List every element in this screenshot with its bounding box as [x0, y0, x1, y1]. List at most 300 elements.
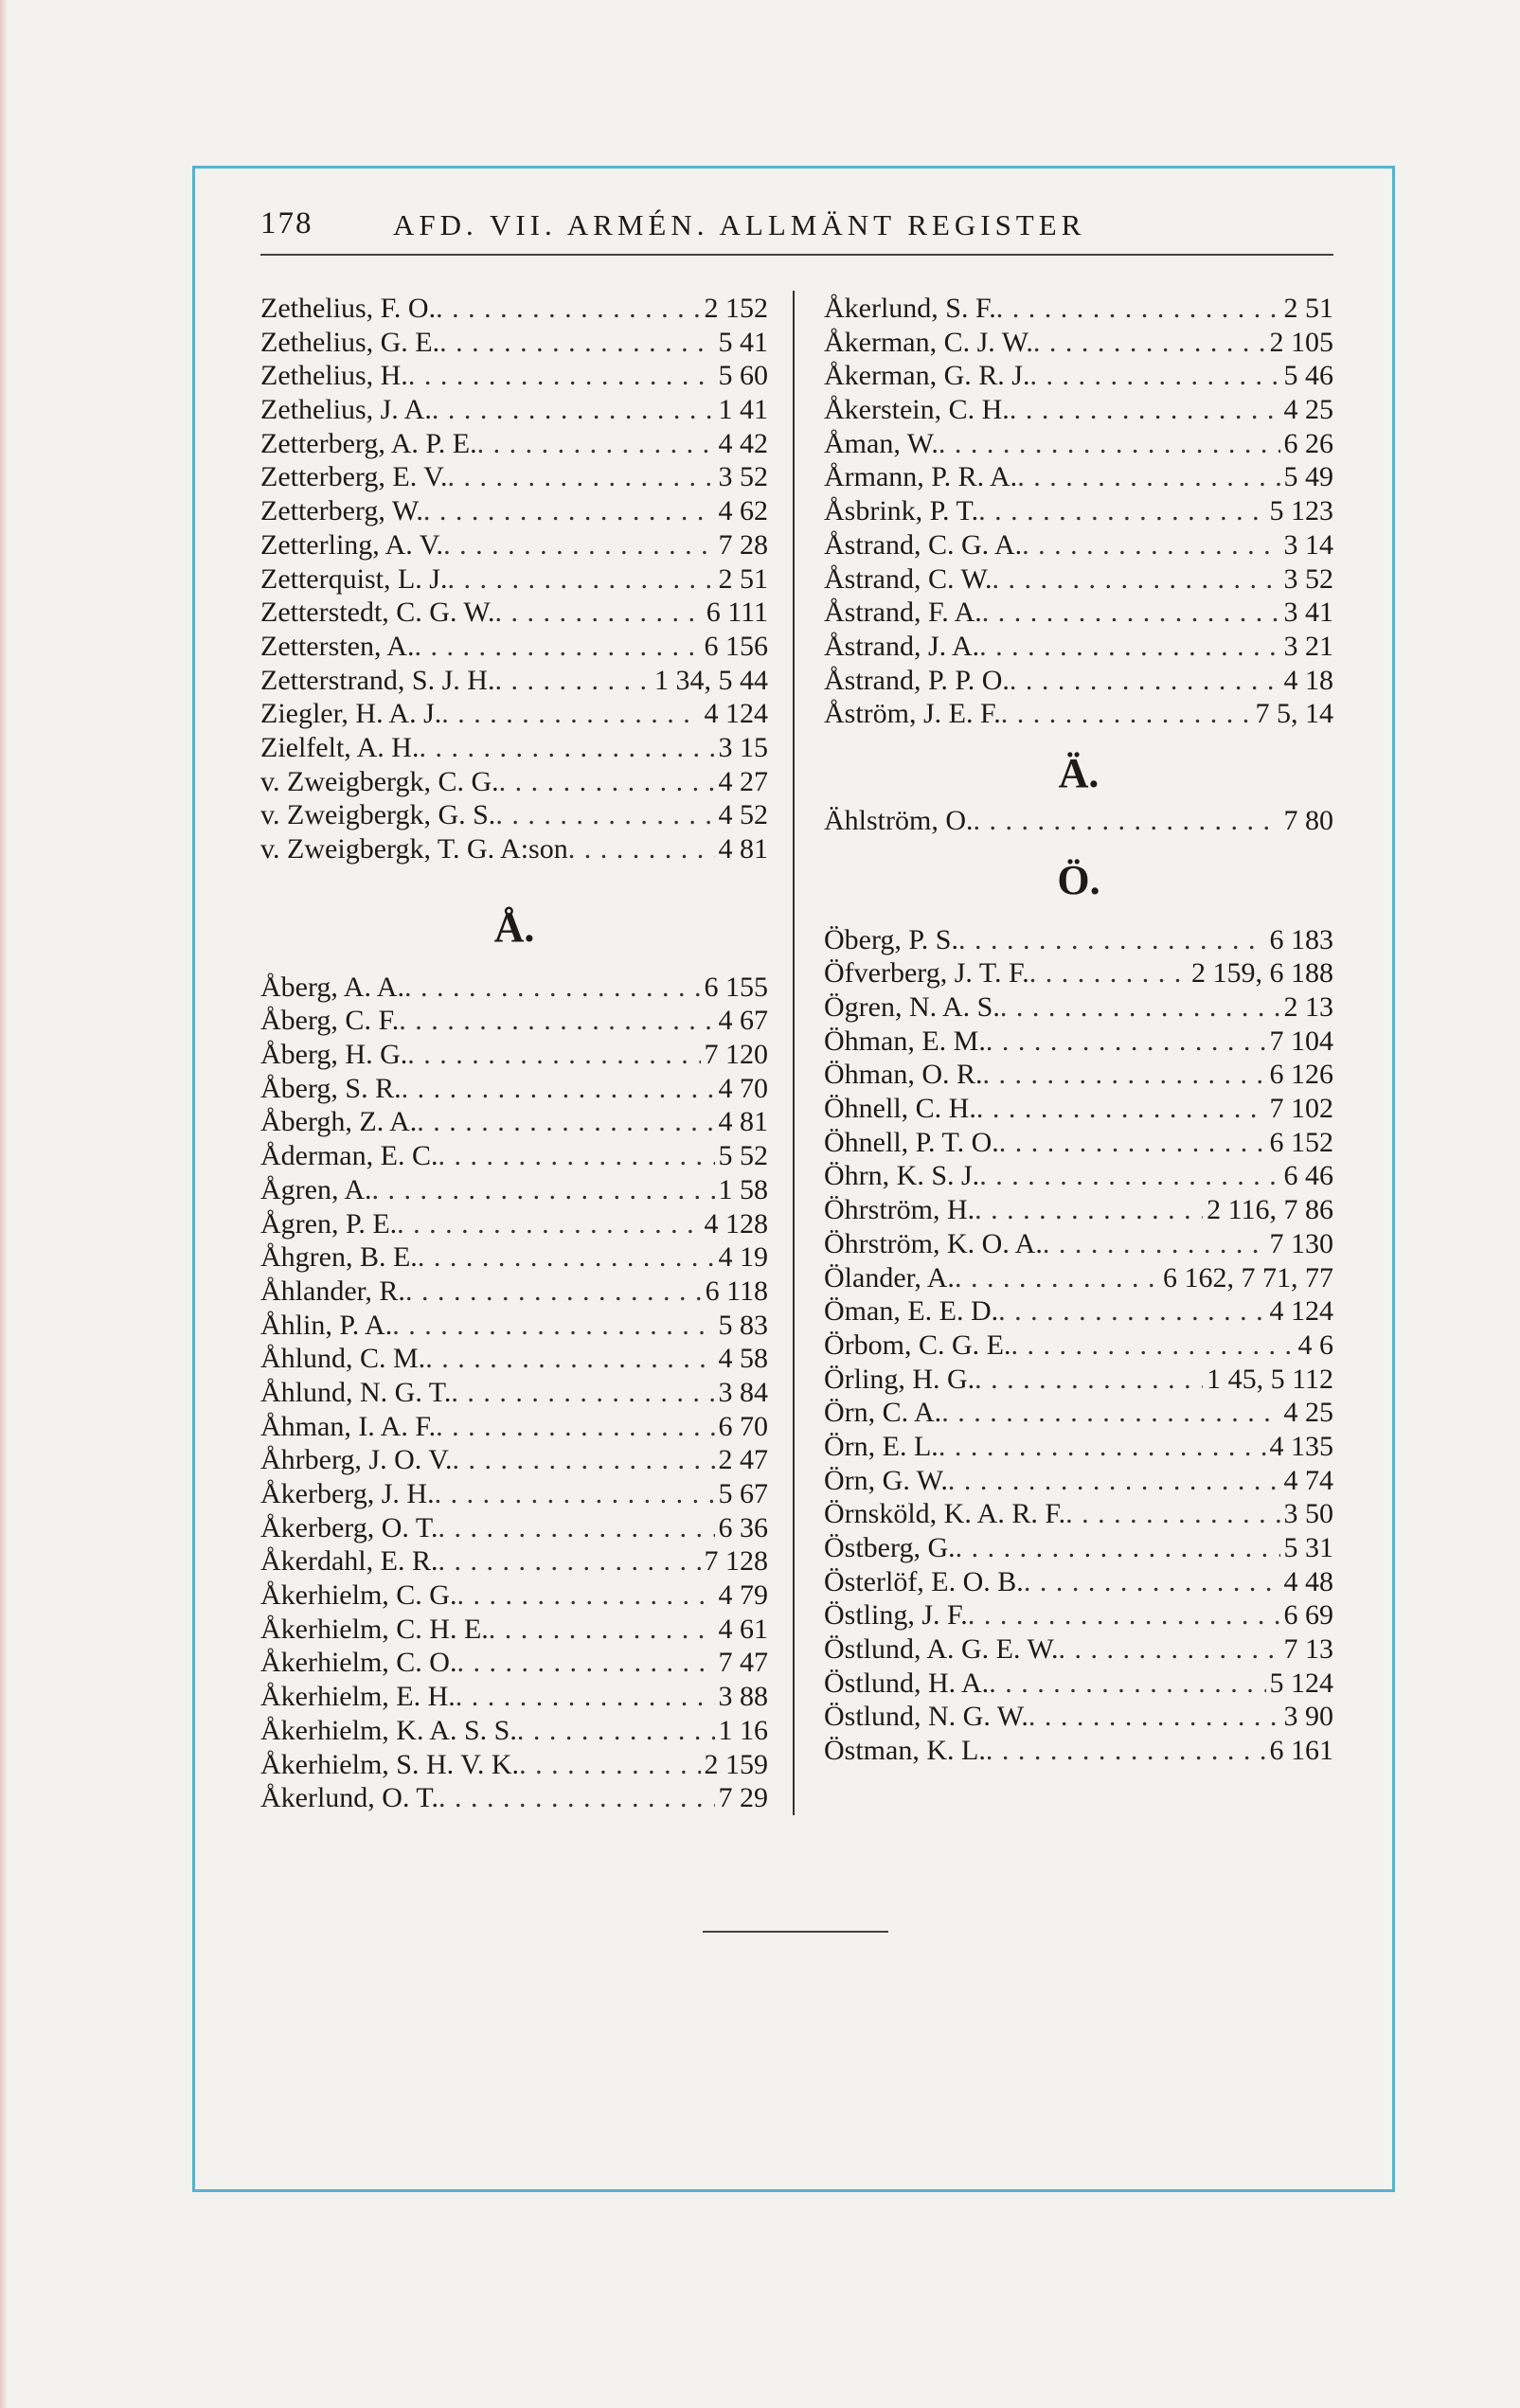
index-entry	[260, 1477, 768, 1511]
dot-leader	[447, 562, 714, 597]
index-entry	[260, 1105, 768, 1139]
index-entry	[260, 630, 768, 664]
entry-reference: 3 21	[1283, 630, 1333, 662]
dot-leader	[453, 1443, 715, 1477]
entry-reference: 7 47	[718, 1647, 768, 1679]
entry-name: Åhman, I. A. F.	[260, 1410, 437, 1442]
entry-reference: 6 70	[718, 1410, 768, 1442]
entry-name: Åderman, E. C.	[260, 1140, 438, 1172]
entry-name: Örn, G. W.	[824, 1464, 948, 1496]
entry-reference: 5 83	[718, 1309, 768, 1341]
dot-leader	[1059, 1632, 1280, 1667]
index-entry	[824, 1598, 1333, 1632]
dot-leader	[982, 596, 1280, 630]
dot-leader	[998, 1294, 1265, 1329]
index-entry	[824, 1126, 1333, 1160]
index-entry	[260, 1511, 768, 1545]
entry-name: Ögren, N. A. S.	[824, 991, 1000, 1023]
index-entry	[260, 1376, 768, 1410]
index-entry	[824, 1632, 1333, 1667]
index-entry	[260, 1207, 768, 1241]
page-title: AFD. VII. ARMÉN. ALLMÄNT REGISTER	[393, 208, 1086, 241]
dot-leader	[1029, 359, 1279, 393]
index-entry	[260, 1139, 768, 1173]
entry-reference: 3 41	[1283, 597, 1333, 629]
entry-name: Åberg, A. A.	[260, 971, 404, 1003]
entry-name: Åkerdahl, E. R.	[260, 1545, 438, 1578]
entry-reference: 4 6	[1297, 1329, 1333, 1361]
index-entry	[824, 292, 1333, 326]
entry-reference: 1 58	[718, 1173, 768, 1205]
dot-leader	[948, 1464, 1280, 1498]
entry-reference: 3 52	[1283, 562, 1333, 595]
entry-name: Östling, J. F.	[824, 1599, 968, 1632]
index-entry	[824, 956, 1333, 990]
entry-reference: 7 102	[1269, 1093, 1333, 1125]
dot-leader	[1010, 393, 1280, 427]
dot-leader	[402, 1072, 715, 1106]
entry-reference: 4 74	[1283, 1464, 1333, 1496]
dot-leader	[1011, 1329, 1295, 1363]
dot-leader	[1000, 990, 1280, 1025]
dot-leader	[418, 1240, 715, 1275]
index-entry	[824, 1734, 1333, 1768]
dot-leader	[438, 1544, 700, 1579]
entry-reference: 4 27	[718, 765, 768, 797]
dot-leader	[992, 562, 1280, 597]
index-entry	[260, 1443, 768, 1477]
entry-reference: 6 118	[705, 1275, 768, 1307]
entry-reference: 7 5, 14	[1255, 698, 1333, 730]
dot-leader	[1010, 664, 1280, 698]
index-entry	[260, 1342, 768, 1376]
entry-reference: 7 130	[1269, 1227, 1333, 1259]
entry-reference: 1 16	[718, 1714, 768, 1746]
entry-name: Åkerstein, C. H.	[824, 394, 1010, 426]
entry-name: Åstrand, C. W.	[824, 562, 992, 595]
index-entry	[260, 292, 768, 326]
entry-name: Åhlin, P. A.	[260, 1309, 393, 1341]
entry-reference: 4 67	[718, 1005, 768, 1037]
index-entry	[824, 1464, 1333, 1498]
index-entry	[260, 1748, 768, 1782]
entry-reference: 7 28	[718, 528, 768, 561]
entry-name: Åstrand, P. P. O.	[824, 664, 1010, 696]
entry-reference: 4 48	[1283, 1565, 1333, 1597]
index-entry	[824, 1497, 1333, 1531]
entry-reference: 5 67	[718, 1478, 768, 1509]
entry-name: Örling, H. G.	[824, 1363, 975, 1395]
entry-reference: 4 61	[718, 1613, 768, 1645]
dot-leader	[417, 1105, 714, 1139]
entry-reference: 3 84	[718, 1376, 768, 1408]
dot-leader	[456, 1680, 715, 1714]
entry-name: Zetterquist, L. J.	[260, 562, 448, 595]
dot-leader	[494, 664, 651, 698]
entry-name: Öhnell, P. T. O.	[824, 1126, 999, 1158]
entry-reference: 6 36	[718, 1511, 768, 1543]
index-entry	[260, 1072, 768, 1106]
entry-reference: 4 18	[1283, 664, 1333, 696]
entry-name: Åstrand, F. A.	[824, 597, 982, 629]
dot-leader	[1022, 528, 1279, 562]
entry-name: Åkerhielm, C. G.	[260, 1579, 457, 1612]
dot-leader	[489, 1613, 715, 1647]
page-number: 178	[260, 206, 313, 241]
entry-name: Åhlander, R.	[260, 1275, 405, 1307]
page-edge	[0, 0, 8, 2408]
entry-name: Öhrn, K. S. J.	[824, 1160, 980, 1192]
entry-reference: 2 105	[1269, 326, 1333, 358]
entry-reference: 3 14	[1283, 528, 1333, 561]
index-entry	[260, 528, 768, 562]
dot-leader	[407, 1038, 700, 1072]
right-entries-list	[824, 292, 1333, 731]
entry-name: Öhnell, C. H.	[824, 1093, 976, 1125]
index-entry	[824, 1396, 1333, 1430]
index-entry	[260, 1544, 768, 1579]
entry-name: Ölander, A.	[824, 1261, 955, 1293]
index-entry	[260, 1309, 768, 1343]
dot-leader	[408, 359, 715, 393]
a-umlaut-entries-list	[824, 804, 1333, 838]
index-entry	[824, 427, 1333, 461]
index-entry	[260, 427, 768, 461]
dot-leader	[425, 1342, 714, 1376]
column-divider	[793, 291, 795, 1815]
entry-name: Årmann, P. R. A.	[824, 461, 1018, 493]
dot-leader	[941, 1396, 1279, 1430]
index-entry	[260, 664, 768, 698]
index-entry	[824, 630, 1333, 664]
index-entry	[260, 731, 768, 765]
entry-reference: 4 25	[1283, 394, 1333, 426]
dot-leader	[568, 832, 715, 866]
dot-leader	[414, 630, 700, 664]
dot-leader	[976, 1092, 1266, 1126]
entry-reference: 4 124	[704, 698, 768, 730]
entry-name: Åstrand, J. A.	[824, 630, 980, 662]
dot-leader	[1024, 1565, 1280, 1599]
index-entry	[824, 393, 1333, 427]
dot-leader	[456, 1646, 714, 1680]
entry-reference: 6 161	[1269, 1735, 1333, 1767]
entry-reference: 1 45, 5 112	[1207, 1363, 1333, 1395]
entry-reference: 2 116, 7 86	[1207, 1194, 1333, 1226]
entry-reference: 4 81	[718, 833, 768, 865]
left-column	[260, 292, 768, 1815]
dot-leader	[939, 1430, 1266, 1464]
entry-name: Åhrberg, J. O. V.	[260, 1444, 453, 1476]
index-entry	[260, 1714, 768, 1748]
index-entry	[824, 460, 1333, 494]
entry-name: Zetterling, A. V.	[260, 528, 444, 561]
index-entry	[260, 1646, 768, 1680]
dot-leader	[392, 1309, 714, 1343]
entry-reference: 2 152	[704, 293, 768, 324]
entry-name: Åkerhielm, S. H. V. K.	[260, 1748, 520, 1780]
index-entry	[824, 1363, 1333, 1397]
index-entry	[260, 460, 768, 494]
dot-leader	[979, 1159, 1279, 1193]
entry-name: Östlund, A. G. E. W.	[824, 1633, 1059, 1666]
index-entry	[824, 923, 1333, 957]
entry-reference: 3 15	[718, 731, 768, 763]
dot-leader	[996, 292, 1280, 326]
entry-reference: 7 80	[1283, 804, 1333, 836]
index-entry	[260, 1680, 768, 1714]
entry-reference: 1 41	[718, 394, 768, 426]
dot-leader	[1001, 697, 1252, 731]
entry-name: Åkerhielm, C. O.	[260, 1647, 457, 1679]
dot-leader	[499, 765, 715, 799]
dot-leader	[1029, 956, 1188, 990]
entry-reference: 6 183	[1269, 923, 1333, 955]
dot-leader	[399, 1004, 714, 1038]
index-entry	[824, 1092, 1333, 1126]
right-column	[824, 292, 1333, 1768]
entry-reference: 6 156	[704, 630, 768, 662]
index-entry	[260, 1173, 768, 1207]
dot-leader	[436, 292, 700, 326]
entry-reference: 3 90	[1283, 1701, 1333, 1733]
dot-leader	[968, 1598, 1280, 1632]
section-heading-o-umlaut: Ö.	[1057, 856, 1100, 903]
dot-leader	[999, 1126, 1266, 1160]
index-entry	[260, 971, 768, 1005]
dot-leader	[975, 1363, 1203, 1397]
entry-reference: 4 52	[718, 799, 768, 831]
entry-name: Zetterberg, A. P. E.	[260, 427, 477, 459]
entry-reference: 3 50	[1283, 1498, 1333, 1530]
entry-name: Öhman, E. M.	[824, 1025, 986, 1057]
index-entry	[824, 562, 1333, 597]
index-entry	[824, 1531, 1333, 1565]
section-heading-a-umlaut: Ä.	[1058, 749, 1100, 796]
left-entries-list	[260, 292, 768, 866]
dot-leader	[1043, 1227, 1266, 1261]
entry-reference: 2 51	[1283, 293, 1333, 324]
entry-reference: 4 124	[1269, 1295, 1333, 1328]
entry-reference: 4 128	[704, 1207, 768, 1240]
dot-leader	[519, 1748, 700, 1782]
entry-reference: 3 52	[718, 461, 768, 493]
section-gap	[260, 866, 768, 885]
entry-name: Åberg, H. G.	[260, 1039, 408, 1071]
dot-leader	[1017, 460, 1279, 494]
dot-leader	[447, 460, 714, 494]
entry-reference: 7 13	[1283, 1633, 1333, 1666]
entry-name: Zettersten, A.	[260, 630, 415, 662]
entry-name: Zetterstedt, C. G. W.	[260, 597, 495, 629]
bottom-rule	[703, 1931, 888, 1933]
entry-name: Örbom, C. G. E.	[824, 1329, 1011, 1361]
entry-reference: 4 135	[1269, 1430, 1333, 1462]
entry-name: Ågren, P. E.	[260, 1207, 398, 1240]
dot-leader	[443, 528, 714, 562]
entry-reference: 2 47	[718, 1444, 768, 1476]
entry-reference: 2 159	[704, 1748, 768, 1780]
index-entry	[260, 562, 768, 597]
entry-name: Åkerman, G. R. J.	[824, 360, 1030, 392]
entry-name: v. Zweigbergk, G. S.	[260, 799, 496, 831]
index-entry	[824, 1159, 1333, 1193]
dot-leader	[436, 1410, 714, 1444]
index-entry	[260, 359, 768, 393]
entry-name: Åkerhielm, K. A. S. S.	[260, 1714, 517, 1746]
dot-leader	[974, 804, 1280, 838]
o-umlaut-entries-list	[824, 923, 1333, 1768]
entry-name: Åstrand, C. G. A.	[824, 528, 1023, 561]
dot-leader	[371, 1173, 714, 1207]
entry-reference: 7 128	[704, 1545, 768, 1578]
index-entry	[824, 1193, 1333, 1227]
entry-reference: 5 41	[718, 326, 768, 358]
entry-name: Zetterberg, E. V.	[260, 461, 448, 493]
dot-leader	[983, 1058, 1266, 1092]
dot-leader	[451, 1376, 714, 1410]
entry-name: Öman, E. E. D.	[824, 1295, 999, 1328]
entry-name: Öfverberg, J. T. F.	[824, 957, 1029, 990]
dot-leader	[986, 1734, 1266, 1768]
entry-name: Zethelius, F. O.	[260, 293, 437, 324]
entry-name: Öhman, O. R.	[824, 1059, 983, 1091]
entry-reference: 5 52	[718, 1140, 768, 1172]
index-entry	[824, 1329, 1333, 1363]
entry-reference: 6 111	[706, 597, 768, 629]
entry-reference: 4 58	[718, 1343, 768, 1375]
entry-name: Åman, W.	[824, 427, 939, 459]
entry-name: Åkerberg, J. H.	[260, 1478, 435, 1509]
entry-reference: 1 34, 5 44	[654, 664, 768, 696]
entry-reference: 6 26	[1283, 427, 1333, 459]
entry-reference: 4 62	[718, 495, 768, 527]
dot-leader	[975, 1193, 1203, 1227]
dot-leader	[397, 1207, 700, 1241]
entry-name: Örn, E. L.	[824, 1430, 939, 1462]
entry-name: Örn, C. A.	[824, 1397, 942, 1429]
entry-name: Ählström, O.	[824, 804, 974, 836]
index-entry	[824, 1565, 1333, 1599]
entry-reference: 5 46	[1283, 360, 1333, 392]
index-entry	[260, 765, 768, 799]
index-entry	[260, 326, 768, 360]
index-entry	[260, 1240, 768, 1275]
dot-leader	[956, 1531, 1280, 1565]
entry-reference: 5 124	[1269, 1667, 1333, 1699]
index-entry	[824, 359, 1333, 393]
dot-leader	[1065, 1497, 1279, 1531]
entry-reference: 6 155	[704, 971, 768, 1003]
entry-reference: 4 79	[718, 1579, 768, 1612]
entry-name: Österlöf, E. O. B.	[824, 1565, 1024, 1597]
dot-leader	[955, 1261, 1159, 1295]
entry-reference: 2 159, 6 188	[1191, 957, 1333, 990]
dot-leader	[979, 630, 1279, 664]
page-header	[260, 206, 1333, 256]
entry-name: v. Zweigbergk, T. G. A:son	[260, 833, 568, 865]
entry-name: Åkerlund, O. T.	[260, 1782, 439, 1814]
entry-reference: 6 46	[1283, 1160, 1333, 1192]
index-entry	[260, 393, 768, 427]
entry-name: Åkerman, C. J. W.	[824, 326, 1033, 358]
entry-reference: 5 123	[1269, 495, 1333, 527]
entry-name: Åsbrink, P. T.	[824, 495, 979, 527]
dot-leader	[435, 1477, 715, 1511]
index-entry	[260, 596, 768, 630]
dot-leader	[439, 326, 714, 360]
index-entry	[260, 697, 768, 731]
index-entry	[260, 1781, 768, 1815]
entry-reference: 7 120	[704, 1039, 768, 1071]
entry-name: Åhgren, B. E.	[260, 1241, 418, 1274]
index-entry	[260, 1038, 768, 1072]
entry-name: Åberg, S. R.	[260, 1072, 402, 1104]
dot-leader	[423, 494, 715, 528]
entry-name: Öberg, P. S.	[824, 923, 958, 955]
index-entry	[260, 1410, 768, 1444]
dot-leader	[517, 1714, 715, 1748]
entry-name: Åkerhielm, C. H. E.	[260, 1613, 489, 1645]
entry-name: Östberg, G.	[824, 1532, 956, 1563]
dot-leader	[456, 1579, 714, 1613]
index-entry	[824, 596, 1333, 630]
index-entry	[260, 798, 768, 832]
entry-name: Örnsköld, K. A. R. F.	[824, 1498, 1066, 1530]
entry-reference: 5 31	[1283, 1532, 1333, 1563]
entry-name: Zethelius, J. A.	[260, 394, 432, 426]
entry-name: Östman, K. L.	[824, 1735, 986, 1767]
entry-name: Öhrström, K. O. A.	[824, 1227, 1043, 1259]
dot-leader	[1033, 326, 1266, 360]
entry-name: Åkerberg, O. T.	[260, 1511, 438, 1543]
index-entry	[824, 804, 1333, 838]
index-entry	[824, 1667, 1333, 1701]
entry-reference: 4 81	[718, 1106, 768, 1138]
index-entry	[824, 1025, 1333, 1059]
entry-name: Zetterberg, W.	[260, 495, 423, 527]
entry-name: Östlund, N. G. W.	[824, 1701, 1028, 1733]
dot-leader	[986, 1025, 1266, 1059]
entry-reference: 2 51	[718, 562, 768, 595]
entry-reference: 4 25	[1283, 1397, 1333, 1429]
index-entry	[260, 1275, 768, 1309]
index-entry	[824, 494, 1333, 528]
entry-name: Åkerhielm, E. H.	[260, 1681, 456, 1713]
dot-leader	[978, 494, 1265, 528]
entry-reference: 6 69	[1283, 1599, 1333, 1632]
entry-name: Ågren, A.	[260, 1173, 372, 1205]
entry-reference: 5 49	[1283, 461, 1333, 493]
entry-name: Zetterstrand, S. J. H.	[260, 664, 495, 696]
entry-reference: 7 104	[1269, 1025, 1333, 1057]
dot-leader	[438, 1511, 714, 1545]
entry-name: Åström, J. E. F.	[824, 698, 1001, 730]
entry-name: Zielfelt, A. H.	[260, 731, 420, 763]
index-entry	[260, 494, 768, 528]
index-entry	[824, 1058, 1333, 1092]
entry-name: Östlund, H. A.	[824, 1667, 990, 1699]
entry-name: Åhlund, C. M.	[260, 1343, 426, 1375]
entry-name: Åkerlund, S. F.	[824, 293, 996, 324]
dot-leader	[1028, 1700, 1280, 1734]
entry-reference: 5 60	[718, 360, 768, 392]
index-entry	[824, 1261, 1333, 1295]
dot-leader	[939, 427, 1280, 461]
index-entry	[260, 1004, 768, 1038]
entry-name: Åhlund, N. G. T.	[260, 1376, 452, 1408]
dot-leader	[404, 971, 701, 1005]
